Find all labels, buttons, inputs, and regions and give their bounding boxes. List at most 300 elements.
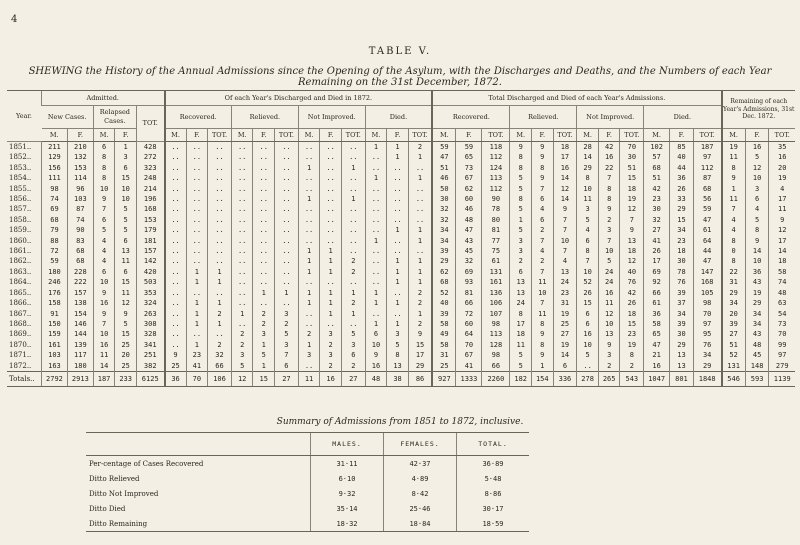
table-cell: 64 xyxy=(456,329,482,339)
summary-row xyxy=(86,456,529,472)
table-cell: .. xyxy=(320,163,342,173)
table-cell: 11 xyxy=(115,288,137,298)
table-cell: 57 xyxy=(644,152,670,162)
summary-header-males: MALES. xyxy=(311,433,384,456)
table-cell: 97 xyxy=(693,152,721,162)
table-cell: 70 xyxy=(620,142,644,153)
table-title: TABLE V. xyxy=(368,46,432,57)
table-cell: .. xyxy=(365,163,387,173)
table-cell: 1 xyxy=(341,309,365,319)
table-cell: 45 xyxy=(456,246,482,256)
table-cell: .. xyxy=(275,298,299,308)
table-cell: .. xyxy=(275,236,299,246)
table-cell: 1 xyxy=(341,288,365,298)
table-cell: 35 xyxy=(769,142,795,153)
table-cell: .. xyxy=(320,319,342,329)
table-cell: 39 xyxy=(722,319,746,329)
table-cell: .. xyxy=(365,225,387,235)
year-cell: 1858.. xyxy=(9,215,32,224)
table-cell: .. xyxy=(186,236,208,246)
year-cell: 1871.. xyxy=(9,351,32,360)
table-cell: 222 xyxy=(67,277,93,287)
table-cell: 136 xyxy=(482,288,510,298)
table-cell: 1 xyxy=(320,298,342,308)
table-cell: .. xyxy=(208,288,232,298)
table-cell: 7 xyxy=(532,267,554,277)
table-cell: 44 xyxy=(693,246,721,256)
table-cell: 29 xyxy=(670,204,694,214)
table-cell: 3 xyxy=(598,350,620,360)
table-cell: 1 xyxy=(387,319,409,329)
table-cell: 11 xyxy=(577,194,599,204)
table-cell: 132 xyxy=(67,152,93,162)
table-cell: .. xyxy=(365,194,387,204)
table-cell: .. xyxy=(208,256,232,266)
table-cell: 6 xyxy=(115,236,137,246)
table-cell: 13 xyxy=(553,267,577,277)
table-cell: 1139 xyxy=(769,371,795,386)
table-cell: 72 xyxy=(456,309,482,319)
table-cell: 16 xyxy=(365,361,387,372)
table-cell: 25 xyxy=(553,319,577,329)
summary-total: 5·48 xyxy=(457,471,530,486)
table-row xyxy=(7,173,795,183)
table-cell: 15 xyxy=(115,277,137,287)
table-cell: 15 xyxy=(408,340,432,350)
table-cell: 168 xyxy=(693,277,721,287)
table-cell: 62 xyxy=(456,184,482,194)
table-cell: 3 xyxy=(341,340,365,350)
table-cell: .. xyxy=(165,319,187,329)
table-cell: .. xyxy=(365,215,387,225)
table-cell: 112 xyxy=(482,152,510,162)
table-cell: 76 xyxy=(620,277,644,287)
summary-total: 8·86 xyxy=(457,486,530,501)
table-cell: .. xyxy=(253,194,275,204)
table-cell: 4 xyxy=(553,256,577,266)
table-cell: 1 xyxy=(387,152,409,162)
table-cell: 16 xyxy=(644,361,670,372)
table-row xyxy=(7,163,795,173)
table-cell: 51 xyxy=(722,340,746,350)
table-cell: 336 xyxy=(553,371,577,386)
table-cell: .. xyxy=(387,215,409,225)
table-cell: 4 xyxy=(532,246,554,256)
year-cell: 1869.. xyxy=(9,330,32,339)
table-cell: 6 xyxy=(341,350,365,360)
table-row xyxy=(7,350,795,360)
table-cell: .. xyxy=(208,225,232,235)
table-cell: 3 xyxy=(387,329,409,339)
table-cell: 19 xyxy=(769,173,795,183)
table-cell: .. xyxy=(387,204,409,214)
table-cell: 18 xyxy=(620,184,644,194)
table-cell: .. xyxy=(275,184,299,194)
table-cell: .. xyxy=(231,152,253,162)
table-cell: 6 xyxy=(532,194,554,204)
table-cell: 9 xyxy=(365,350,387,360)
table-cell: 7 xyxy=(93,319,115,329)
table-cell: 5 xyxy=(275,329,299,339)
table-cell: 58 xyxy=(644,319,670,329)
table-cell: 19 xyxy=(553,340,577,350)
table-cell: .. xyxy=(320,142,342,153)
table-cell: 44 xyxy=(670,163,694,173)
table-cell: 148 xyxy=(745,361,769,372)
year-cell: 1872.. xyxy=(9,361,32,370)
table-cell: 10 xyxy=(745,173,769,183)
sub-m: M. xyxy=(165,129,187,142)
summary-label-header xyxy=(86,433,311,456)
table-cell: .. xyxy=(165,194,187,204)
table-cell: .. xyxy=(253,215,275,225)
table-cell: 8 xyxy=(510,152,532,162)
table-cell: 73 xyxy=(456,163,482,173)
table-cell: 27 xyxy=(722,329,746,339)
table-cell: 10 xyxy=(115,194,137,204)
table-cell: 9 xyxy=(93,288,115,298)
table-cell: .. xyxy=(208,152,232,162)
table-cell: 48 xyxy=(365,371,387,386)
table-cell: .. xyxy=(577,361,599,372)
sub-m: M. xyxy=(231,129,253,142)
table-cell: 15 xyxy=(620,319,644,329)
table-cell: .. xyxy=(298,361,320,372)
table-cell: 1 xyxy=(365,319,387,329)
table-cell: 23 xyxy=(644,194,670,204)
summary-males: 31·11 xyxy=(311,456,384,472)
table-cell: 3 xyxy=(253,329,275,339)
table-cell: 61 xyxy=(693,225,721,235)
sub-tot: TOT. xyxy=(769,129,795,142)
table-cell: 30 xyxy=(670,256,694,266)
sub-tot: TOT. xyxy=(482,129,510,142)
table-cell: 52 xyxy=(432,288,456,298)
table-cell: 154 xyxy=(532,371,554,386)
table-cell: 1 xyxy=(722,184,746,194)
year-cell: 1867.. xyxy=(9,309,32,318)
table-cell: 2 xyxy=(320,361,342,372)
table-cell: 38 xyxy=(387,371,409,386)
table-cell: 546 xyxy=(722,371,746,386)
table-cell: 168 xyxy=(136,204,164,214)
table-cell: 1 xyxy=(365,236,387,246)
table-cell: .. xyxy=(253,277,275,287)
table-cell: 16 xyxy=(320,371,342,386)
table-cell: 36 xyxy=(745,267,769,277)
table-cell: 10 xyxy=(553,236,577,246)
table-cell: 81 xyxy=(456,288,482,298)
table-cell: .. xyxy=(165,163,187,173)
table-cell: 1 xyxy=(365,173,387,183)
table-cell: 5 xyxy=(341,329,365,339)
table-cell: 68 xyxy=(644,163,670,173)
table-cell: 6125 xyxy=(136,371,164,386)
year-cell: 1857.. xyxy=(9,205,32,214)
table-cell: 47 xyxy=(693,215,721,225)
table-cell: 5 xyxy=(745,215,769,225)
table-cell: 93 xyxy=(456,277,482,287)
table-row xyxy=(7,340,795,350)
table-cell: .. xyxy=(408,215,432,225)
table-cell: 1 xyxy=(298,288,320,298)
page-number: 4 xyxy=(11,14,18,25)
table-cell: 156 xyxy=(42,163,68,173)
table-cell: 79 xyxy=(42,225,68,235)
table-cell: 1 xyxy=(320,267,342,277)
table-row xyxy=(7,142,795,153)
table-cell: .. xyxy=(165,142,187,153)
table-cell: 353 xyxy=(136,288,164,298)
table-cell: 10 xyxy=(93,329,115,339)
table-cell: 1 xyxy=(408,173,432,183)
table-cell: 8 xyxy=(510,309,532,319)
table-cell: 66 xyxy=(482,361,510,372)
table-cell: 43 xyxy=(456,236,482,246)
table-cell: 24 xyxy=(553,277,577,287)
table-cell: 11 xyxy=(510,340,532,350)
table-cell: 51 xyxy=(620,163,644,173)
table-cell: 8 xyxy=(93,163,115,173)
table-cell: 2 xyxy=(298,329,320,339)
table-cell: 30 xyxy=(670,329,694,339)
table-cell: 34 xyxy=(670,225,694,235)
table-cell: 81 xyxy=(482,225,510,235)
table-cell: 2 xyxy=(620,361,644,372)
table-cell: 3 xyxy=(745,184,769,194)
table-cell: 1 xyxy=(387,277,409,287)
table-cell: 91 xyxy=(42,309,68,319)
table-cell: 11 xyxy=(115,256,137,266)
table-cell: 42 xyxy=(644,184,670,194)
table-cell: 10 xyxy=(532,288,554,298)
table-cell: .. xyxy=(365,309,387,319)
table-cell: 0 xyxy=(722,246,746,256)
table-cell: .. xyxy=(231,225,253,235)
table-cell: 19 xyxy=(620,340,644,350)
table-cell: 59 xyxy=(456,142,482,153)
table-cell: 40 xyxy=(670,152,694,162)
table-cell: .. xyxy=(253,246,275,256)
table-cell: 74 xyxy=(42,194,68,204)
table-cell: 2 xyxy=(408,288,432,298)
sub-f: F. xyxy=(115,129,137,142)
table-cell: 117 xyxy=(67,350,93,360)
table-cell: 2 xyxy=(341,361,365,372)
year-cell: 1852.. xyxy=(9,153,32,162)
table-cell: 114 xyxy=(67,173,93,183)
table-cell: 29 xyxy=(693,361,721,372)
sub-m: M. xyxy=(722,129,746,142)
summary-females: 18·84 xyxy=(384,516,457,532)
table-cell: 98 xyxy=(482,350,510,360)
table-cell: 25 xyxy=(165,361,187,372)
table-cell: .. xyxy=(387,184,409,194)
table-cell: 1 xyxy=(510,215,532,225)
table-cell: .. xyxy=(408,163,432,173)
table-cell: 76 xyxy=(693,340,721,350)
year-cell: Totals.. xyxy=(7,371,42,386)
table-cell: 29 xyxy=(432,256,456,266)
table-cell: 112 xyxy=(482,184,510,194)
table-cell: .. xyxy=(298,225,320,235)
table-cell: .. xyxy=(408,204,432,214)
summary-table xyxy=(86,432,529,532)
table-cell: .. xyxy=(186,288,208,298)
table-cell: 34 xyxy=(432,236,456,246)
table-cell: 13 xyxy=(387,361,409,372)
table-cell: 45 xyxy=(745,350,769,360)
table-row xyxy=(7,152,795,162)
table-cell: 90 xyxy=(67,225,93,235)
table-cell: .. xyxy=(275,225,299,235)
table-cell: 12 xyxy=(598,309,620,319)
table-cell: 8 xyxy=(598,184,620,194)
table-cell: 18 xyxy=(620,309,644,319)
table-cell: 66 xyxy=(208,361,232,372)
table-cell: .. xyxy=(365,152,387,162)
table-cell: .. xyxy=(408,184,432,194)
table-cell: .. xyxy=(253,173,275,183)
table-cell: 63 xyxy=(769,298,795,308)
sub-f: F. xyxy=(532,129,554,142)
table-cell: 9 xyxy=(165,350,187,360)
table-cell: 83 xyxy=(67,236,93,246)
table-cell: 139 xyxy=(67,340,93,350)
table-cell: 7 xyxy=(93,204,115,214)
table-cell: 87 xyxy=(693,173,721,183)
sub-f: F. xyxy=(67,129,93,142)
table-cell: 7 xyxy=(598,173,620,183)
table-cell: 3 xyxy=(275,309,299,319)
table-cell: 5 xyxy=(510,361,532,372)
table-cell: 278 xyxy=(577,371,599,386)
table-cell: .. xyxy=(253,267,275,277)
table-cell: 17 xyxy=(408,350,432,360)
table-cell: 37 xyxy=(670,298,694,308)
table-cell: .. xyxy=(186,142,208,153)
table-cell: 88 xyxy=(42,236,68,246)
table-cell: .. xyxy=(231,204,253,214)
table-cell: 1 xyxy=(408,267,432,277)
table-cell: .. xyxy=(253,204,275,214)
table-cell: 7 xyxy=(620,215,644,225)
table-cell: 6 xyxy=(275,361,299,372)
table-cell: 161 xyxy=(42,340,68,350)
table-cell: .. xyxy=(320,194,342,204)
table-cell: 1333 xyxy=(456,371,482,386)
table-cell: 1 xyxy=(408,256,432,266)
table-cell: 8 xyxy=(387,350,409,360)
table-cell: .. xyxy=(275,152,299,162)
table-cell: 20 xyxy=(769,163,795,173)
table-cell: 3 xyxy=(320,350,342,360)
table-cell: 42 xyxy=(598,142,620,153)
table-cell: 64 xyxy=(693,236,721,246)
table-cell: 1 xyxy=(186,309,208,319)
table-cell: 41 xyxy=(456,361,482,372)
table-cell: .. xyxy=(275,277,299,287)
table-cell: 48 xyxy=(745,340,769,350)
year-cell: 1870.. xyxy=(9,340,32,349)
table-cell: 16 xyxy=(745,142,769,153)
table-cell: 3 xyxy=(231,350,253,360)
table-cell: .. xyxy=(253,163,275,173)
summary-row xyxy=(86,501,529,516)
table-cell: 131 xyxy=(722,361,746,372)
table-cell: 154 xyxy=(67,309,93,319)
table-cell: 42 xyxy=(620,288,644,298)
table-cell: 1 xyxy=(387,225,409,235)
table-cell: .. xyxy=(186,225,208,235)
table-cell: 2 xyxy=(208,309,232,319)
table-cell: 279 xyxy=(769,361,795,372)
table-cell: 74 xyxy=(769,277,795,287)
table-cell: 10 xyxy=(598,319,620,329)
table-cell: 142 xyxy=(136,256,164,266)
table-cell: 341 xyxy=(136,340,164,350)
table-cell: .. xyxy=(165,256,187,266)
sub-m: M. xyxy=(298,129,320,142)
table-cell: .. xyxy=(298,215,320,225)
table-cell: 9 xyxy=(532,152,554,162)
table-cell: .. xyxy=(275,163,299,173)
table-cell: 73 xyxy=(769,319,795,329)
table-cell: 9 xyxy=(553,204,577,214)
table-row xyxy=(7,267,795,277)
table-cell: 32 xyxy=(644,215,670,225)
header-remaining: Remaining of each Year's Admissions, 31st Dec. 1872. xyxy=(722,91,796,129)
table-cell: 65 xyxy=(644,329,670,339)
table-cell: 59 xyxy=(693,204,721,214)
table-cell: 23 xyxy=(186,350,208,360)
table-cell: 31 xyxy=(553,298,577,308)
sub-m: M. xyxy=(644,129,670,142)
table-cell: .. xyxy=(298,173,320,183)
table-cell: 4 xyxy=(577,225,599,235)
table-cell: .. xyxy=(186,329,208,339)
table-cell: 68 xyxy=(67,246,93,256)
table-cell: 4 xyxy=(532,204,554,214)
table-cell: .. xyxy=(231,277,253,287)
table-cell: 801 xyxy=(670,371,694,386)
table-cell: 11 xyxy=(722,194,746,204)
table-cell: 157 xyxy=(67,288,93,298)
table-row xyxy=(7,309,795,319)
table-cell: 17 xyxy=(644,256,670,266)
table-cell: .. xyxy=(320,215,342,225)
table-cell: 382 xyxy=(136,361,164,372)
table-cell: 593 xyxy=(745,371,769,386)
table-cell: .. xyxy=(275,204,299,214)
table-cell: 5 xyxy=(510,204,532,214)
table-cell: .. xyxy=(320,173,342,183)
table-cell: 2 xyxy=(532,225,554,235)
table-cell: 41 xyxy=(644,236,670,246)
table-cell: 11 xyxy=(532,277,554,287)
table-cell: 98 xyxy=(482,319,510,329)
year-cell: 1854.. xyxy=(9,174,32,183)
table-cell: 27 xyxy=(553,329,577,339)
table-cell: 43 xyxy=(745,329,769,339)
table-cell: 3 xyxy=(115,152,137,162)
table-cell: 4 xyxy=(722,225,746,235)
table-cell: 1 xyxy=(208,267,232,277)
table-cell: 124 xyxy=(482,163,510,173)
table-cell: 1 xyxy=(186,298,208,308)
table-cell: 228 xyxy=(67,267,93,277)
table-row xyxy=(7,236,795,246)
